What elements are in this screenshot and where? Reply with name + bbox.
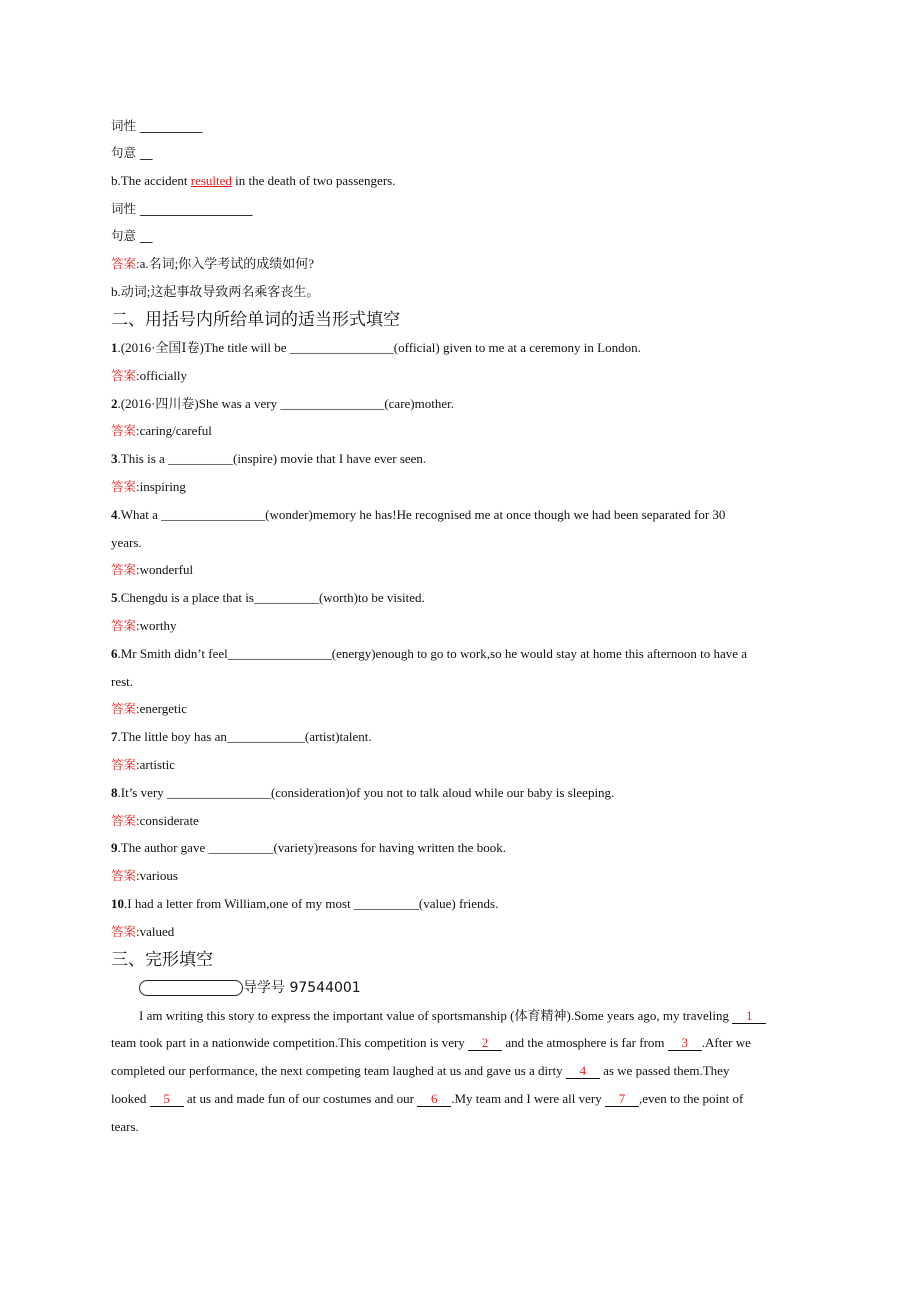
cloze-blank-6[interactable]: 6 bbox=[417, 1092, 451, 1107]
question-7: 7.The little boy has an____________(artist)talent. bbox=[111, 729, 372, 744]
guide-number: 导学号 97544001 bbox=[139, 979, 361, 997]
answer-9: 答案:various bbox=[111, 868, 178, 883]
cloze-blank-3[interactable]: 3 bbox=[668, 1036, 702, 1051]
question-8: 8.It’s very ________________(consideration)of you not to talk aloud while our baby is sleeping. bbox=[111, 785, 615, 800]
guide-box bbox=[139, 980, 243, 996]
cloze-blank-2[interactable]: 2 bbox=[468, 1036, 502, 1051]
meaning-line-a: 句意 __ bbox=[111, 145, 153, 160]
question-9: 9.The author gave __________(variety)reasons for having written the book. bbox=[111, 840, 506, 855]
question-continuation: years. bbox=[111, 535, 142, 550]
answer-7: 答案:artistic bbox=[111, 757, 176, 772]
question-1: 1.(2016·全国Ⅰ卷)The title will be ________________(official) given to me at a ceremony in London. bbox=[111, 340, 641, 355]
answer-b: b.动词;这起事故导致两名乘客丧生。 bbox=[111, 284, 320, 299]
answer-8: 答案:considerate bbox=[111, 813, 199, 828]
highlighted-word: resulted bbox=[190, 173, 232, 188]
cloze-blank-4[interactable]: 4 bbox=[566, 1064, 600, 1079]
section3-heading: 三、完形填空 bbox=[111, 950, 213, 970]
sentence-b: b.The accident resulted in the death of two passengers. bbox=[111, 173, 396, 188]
cloze-blank-7[interactable]: 7 bbox=[605, 1092, 639, 1107]
cloze-line-5: tears. bbox=[111, 1119, 139, 1134]
answer-3: 答案:inspiring bbox=[111, 479, 186, 494]
cloze-line-3: completed our performance, the next competing team laughed at us and gave us a dirty 4 as we passed them.They bbox=[111, 1063, 730, 1078]
answer-1: 答案:officially bbox=[111, 368, 188, 383]
answer-10: 答案:valued bbox=[111, 924, 175, 939]
cloze-line-1: I am writing this story to express the important value of sportsmanship (体育精神).Some years ago, my traveling 1 bbox=[139, 1007, 766, 1025]
answer-6: 答案:energetic bbox=[111, 701, 188, 716]
answer-a: 答案:a.名词;你入学考试的成绩如何? bbox=[111, 256, 315, 271]
answer-4: 答案:wonderful bbox=[111, 562, 194, 577]
cloze-line-4: looked 5 at us and made fun of our costumes and our 6 .My team and I were all very 7 ,even to the point of bbox=[111, 1091, 744, 1106]
question-10: 10.I had a letter from William,one of my most __________(value) friends. bbox=[111, 896, 499, 911]
question-6: 6.Mr Smith didn’t feel________________(energy)enough to go to work,so he would stay at home this afternoon to have a bbox=[111, 646, 748, 661]
question-2: 2.(2016·四川卷)She was a very ________________(care)mother. bbox=[111, 396, 454, 411]
question-5: 5.Chengdu is a place that is__________(worth)to be visited. bbox=[111, 590, 425, 605]
answer-2: 答案:caring/careful bbox=[111, 423, 212, 438]
section2-heading: 二、用括号内所给单词的适当形式填空 bbox=[111, 310, 400, 330]
cloze-line-2: team took part in a nationwide competition.This competition is very 2 and the atmosphere is far from 3 .After we bbox=[111, 1035, 751, 1050]
pos-line-a: 词性 __________ bbox=[111, 118, 203, 133]
question-continuation: rest. bbox=[111, 674, 134, 689]
meaning-line-b: 句意 __ bbox=[111, 228, 153, 243]
question-4: 4.What a ________________(wonder)memory he has!He recognised me at once though we had been separated for 30 bbox=[111, 507, 726, 522]
question-3: 3.This is a __________(inspire) movie that I have ever seen. bbox=[111, 451, 427, 466]
cloze-blank-1[interactable]: 1 bbox=[732, 1009, 766, 1024]
pos-line-b: 词性 __________________ bbox=[111, 201, 253, 216]
answer-5: 答案:worthy bbox=[111, 618, 177, 633]
cloze-blank-5[interactable]: 5 bbox=[150, 1092, 184, 1107]
